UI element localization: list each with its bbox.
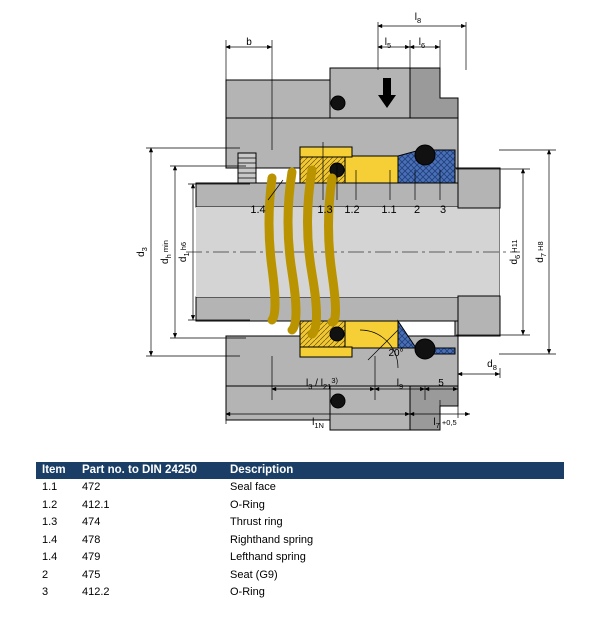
callout-1-2: 1.2 [344, 204, 360, 216]
callout-1-1: 1.1 [381, 204, 397, 216]
dim-d3: $d_3$ [136, 247, 149, 257]
table-row [36, 532, 564, 550]
dim-l9: $l_9$ [396, 378, 404, 391]
dim-d7: $d_7$ H8 [535, 241, 548, 263]
parts-table [36, 462, 564, 602]
dim-l8: $l_8$ [414, 12, 422, 25]
cell-desc: O-Ring [230, 586, 265, 598]
table-row [36, 584, 564, 602]
cell-desc: O-Ring [230, 498, 265, 511]
dim-angle: 20° [388, 348, 404, 359]
cell-desc: Seal face [230, 481, 276, 493]
header-part-no: Part no. to DIN 24250 [82, 464, 198, 476]
dim-5: 5 [438, 378, 444, 389]
cell-item: 1.3 [42, 516, 58, 528]
dim-l5: $l_5$ [384, 37, 392, 50]
dim-l1N: $l_{1N}$ [312, 417, 324, 430]
cell-desc: Thrust ring [230, 516, 283, 528]
cell-item: 1.4 [42, 533, 58, 546]
cell-part: 412.2 [82, 586, 110, 598]
cell-desc: Seat (G9) [230, 568, 278, 581]
housing-assembly [186, 68, 520, 430]
cell-item: 3 [42, 586, 49, 598]
callout-2: 2 [413, 204, 421, 216]
header-item: Item [42, 464, 66, 476]
cell-desc: Lefthand spring [230, 551, 306, 563]
cell-item: 1.4 [42, 551, 58, 563]
cell-part: 478 [82, 533, 101, 546]
callout-3: 3 [439, 204, 447, 216]
dim-l6: $l_6$ [418, 37, 426, 50]
dim-d6: $d_6$ H11 [509, 239, 522, 265]
dim-d1: $d_1$ h6 [178, 241, 191, 263]
dim-d8: $d_8$ [487, 359, 497, 372]
callout-1-3: 1.3 [317, 204, 333, 216]
cell-part: 479 [82, 551, 101, 563]
cell-item: 1.2 [42, 498, 58, 511]
cell-part: 474 [82, 516, 101, 528]
cell-part: 412.1 [82, 498, 110, 511]
callout-1-4: 1.4 [250, 204, 266, 216]
dim-l3-l21: $l_3 / l_{21}^{3)}$ [306, 376, 338, 391]
cell-part: 475 [82, 568, 101, 581]
dim-l7: $l_7 +0,5$ [433, 417, 457, 430]
table-row [36, 514, 564, 532]
dim-dh: $d_h$ min [160, 240, 173, 264]
cell-item: 1.1 [42, 481, 58, 493]
dim-b: b [246, 37, 252, 48]
table-row [36, 549, 564, 567]
cell-desc: Righthand spring [230, 533, 314, 546]
header-description: Description [230, 464, 294, 476]
table-header-row [36, 462, 564, 479]
table-row [36, 567, 564, 585]
table-row [36, 497, 564, 515]
cell-item: 2 [42, 568, 49, 581]
table-row [36, 479, 564, 497]
cell-part: 472 [82, 481, 101, 493]
